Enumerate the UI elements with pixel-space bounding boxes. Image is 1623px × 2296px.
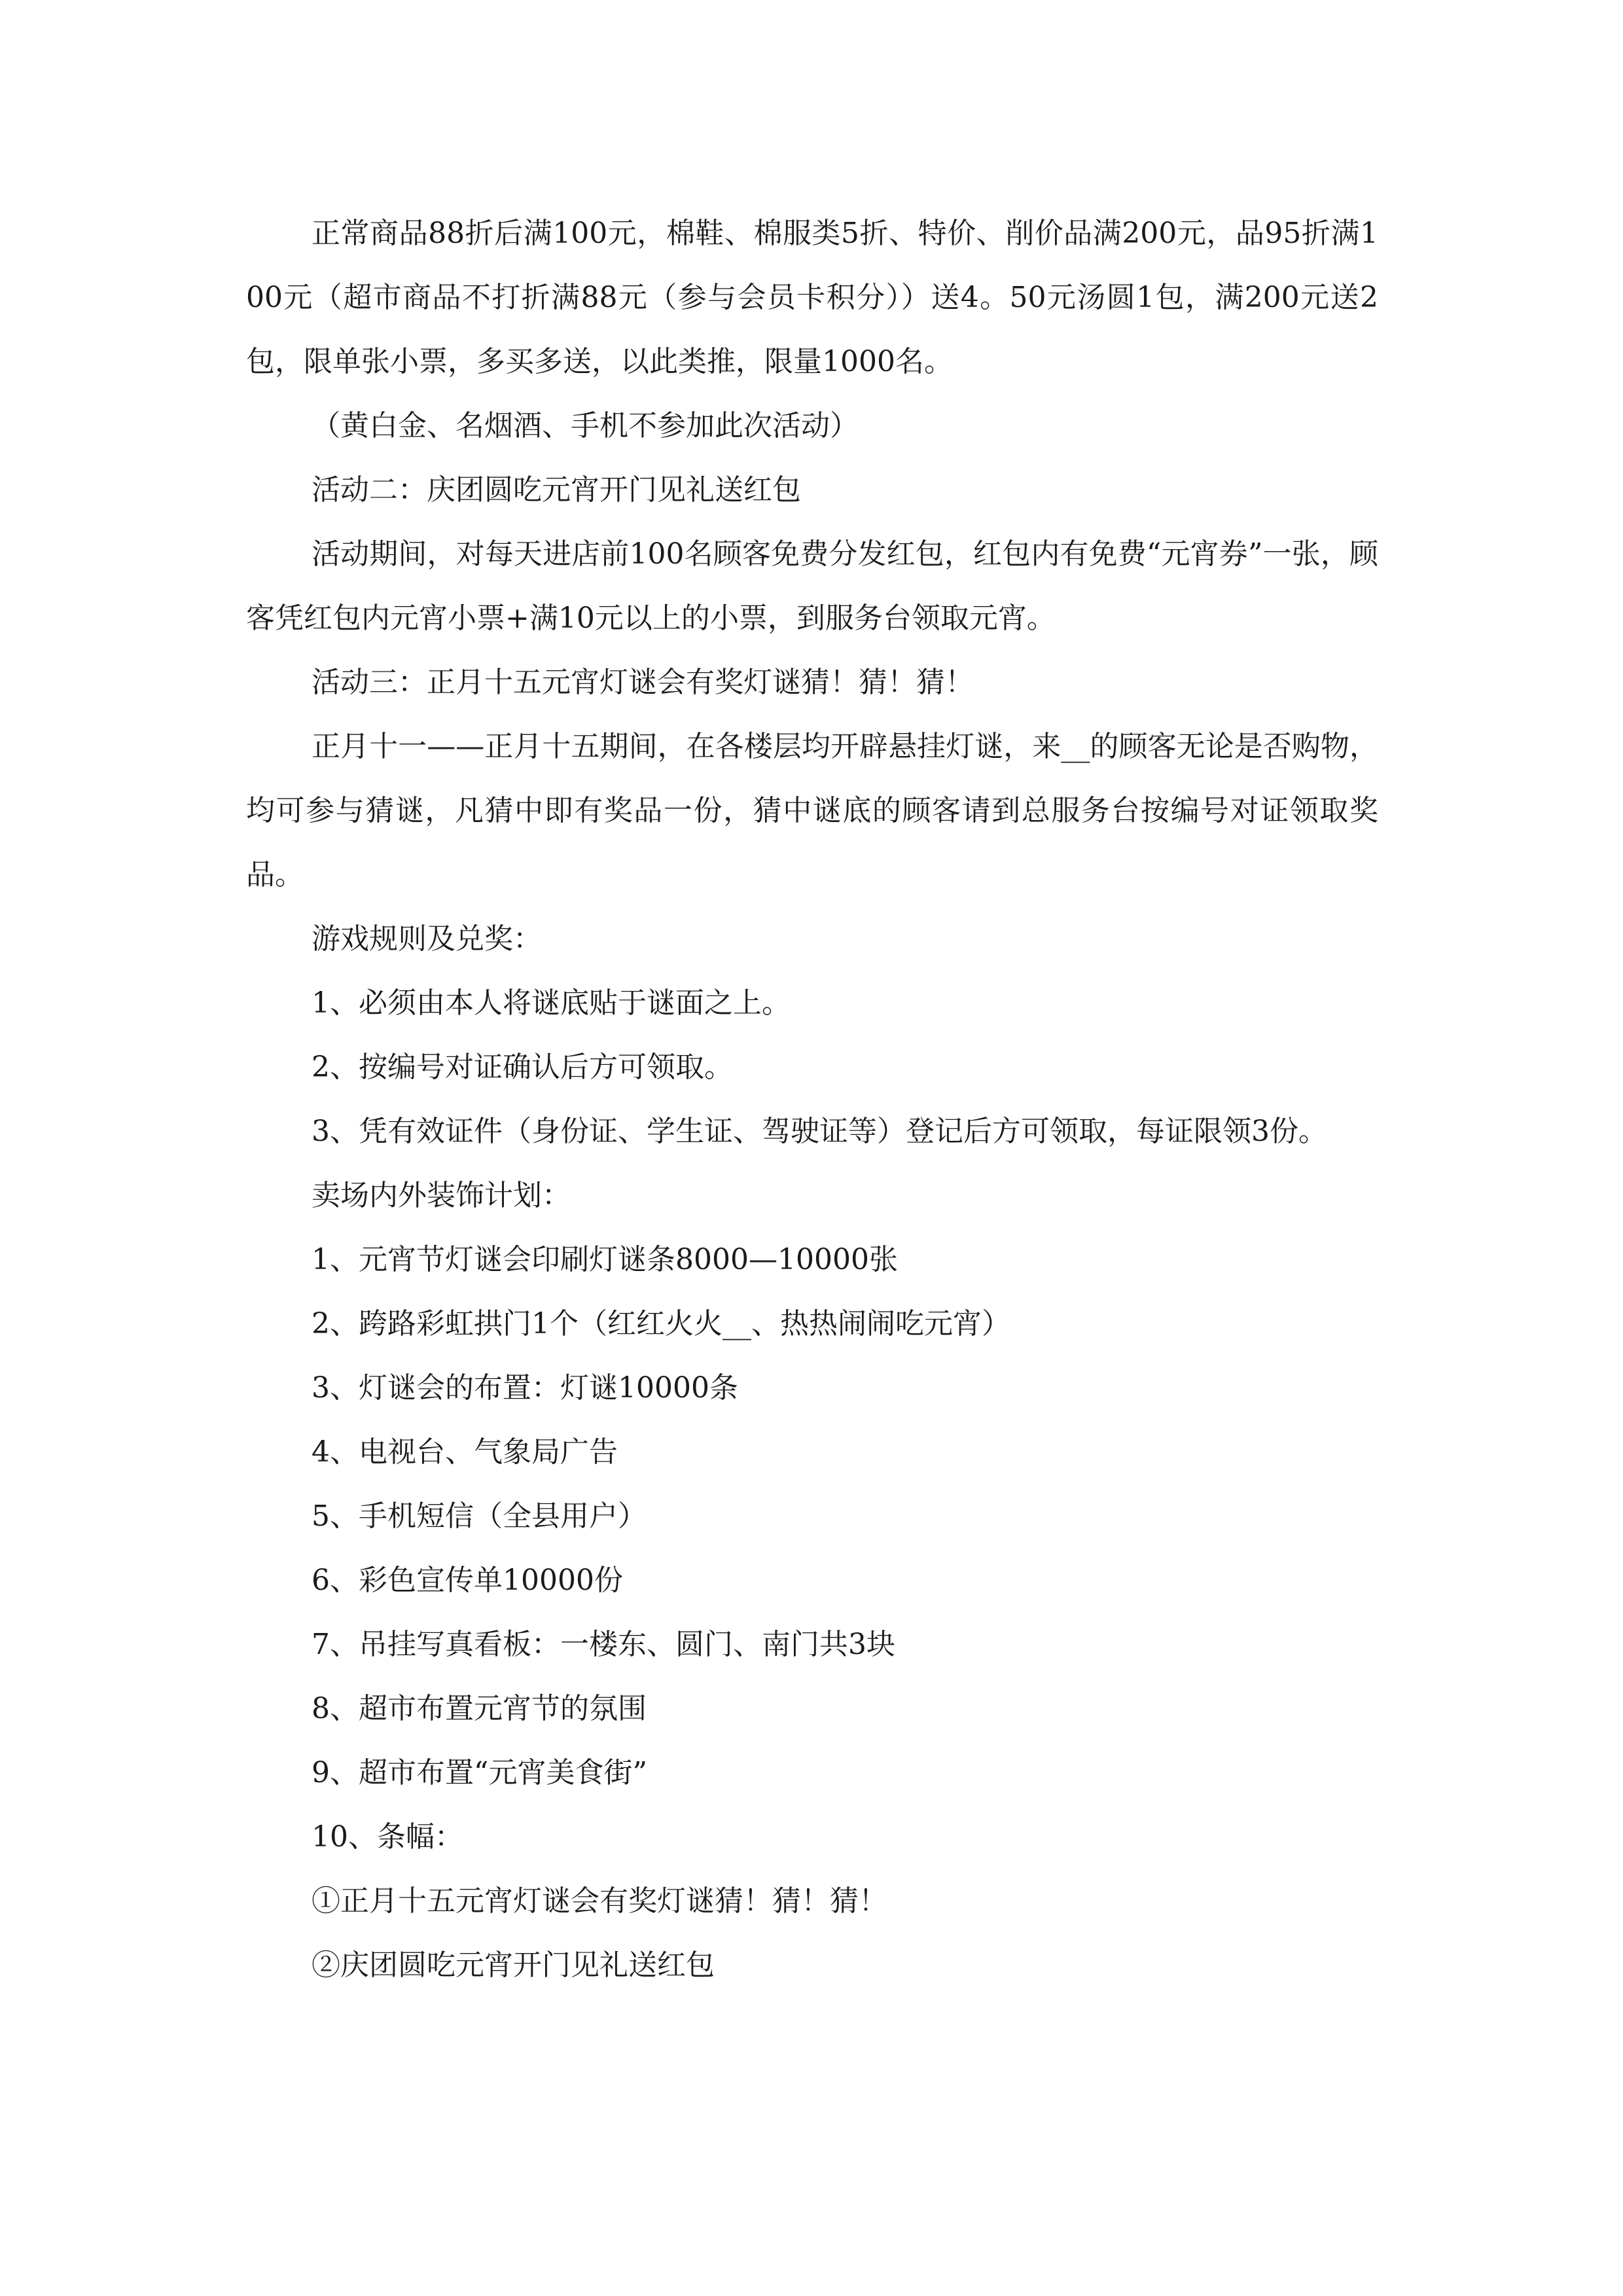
list-item-decoration-10: 10、条幅： bbox=[312, 1820, 463, 1854]
list-item-rule-1: 1、必须由本人将谜底贴于谜面之上。 bbox=[312, 986, 791, 1020]
list-item-decoration-9: 9、超市布置“元宵美食街” bbox=[312, 1756, 647, 1789]
list-item-decoration-7: 7、吊挂写真看板：一楼东、圆门、南门共3块 bbox=[312, 1628, 895, 1661]
list-item-decoration-6: 6、彩色宣传单10000份 bbox=[312, 1564, 623, 1597]
list-item-decoration-8: 8、超市布置元宵节的氛围 bbox=[312, 1692, 647, 1725]
banner-item-2: ②庆团圆吃元宵开门见礼送红包 bbox=[312, 1948, 715, 1982]
heading-decoration-plan: 卖场内外装饰计划： bbox=[312, 1179, 571, 1212]
list-item-rule-3: 3、凭有效证件（身份证、学生证、驾驶证等）登记后方可领取，每证限领3份。 bbox=[312, 1115, 1327, 1148]
list-item-decoration-1: 1、元宵节灯谜会印刷灯谜条8000—10000张 bbox=[312, 1243, 898, 1276]
heading-game-rules: 游戏规则及兑奖： bbox=[312, 922, 542, 956]
heading-activity-two: 活动二：庆团圆吃元宵开门见礼送红包 bbox=[312, 473, 801, 507]
list-item-decoration-2: 2、跨路彩虹拱门1个（红红火火__、热热闹闹吃元宵） bbox=[312, 1307, 1010, 1340]
list-item-decoration-4: 4、电视台、气象局广告 bbox=[312, 1435, 618, 1469]
document-body bbox=[246, 202, 1378, 1998]
list-item-decoration-3: 3、灯谜会的布置：灯谜10000条 bbox=[312, 1371, 738, 1405]
paragraph-exclusions: （黄白金、名烟酒、手机不参加此次活动） bbox=[312, 409, 859, 442]
paragraph-activity-two-details: 活动期间，对每天进店前100名顾客免费分发红包，红包内有免费“元宵券”一张，顾客凭红包内元宵小票+满10元以上的小票，到服务台领取元宵。 bbox=[246, 537, 1378, 635]
list-item-decoration-5: 5、手机短信（全县用户） bbox=[312, 1499, 647, 1533]
heading-activity-three: 活动三：正月十五元宵灯谜会有奖灯谜猜！猜！猜！ bbox=[312, 666, 974, 699]
list-item-rule-2: 2、按编号对证确认后方可领取。 bbox=[312, 1050, 733, 1084]
banner-item-1: ①正月十五元宵灯谜会有奖灯谜猜！猜！猜！ bbox=[312, 1884, 887, 1918]
paragraph-activity-three-details: 正月十一——正月十五期间，在各楼层均开辟悬挂灯谜，来__的顾客无论是否购物，均可参与猜谜，凡猜中即有奖品一份，猜中谜底的顾客请到总服务台按编号对证领取奖品。 bbox=[246, 730, 1378, 891]
paragraph-promotion-discounts: 正常商品88折后满100元，棉鞋、棉服类5折、特价、削价品满200元，品95折满100元（超市商品不打折满88元（参与会员卡积分））送4。50元汤圆1包，满200元送2包，限单张小票，多买多送，以此类推，限量1000名。 bbox=[246, 217, 1378, 378]
